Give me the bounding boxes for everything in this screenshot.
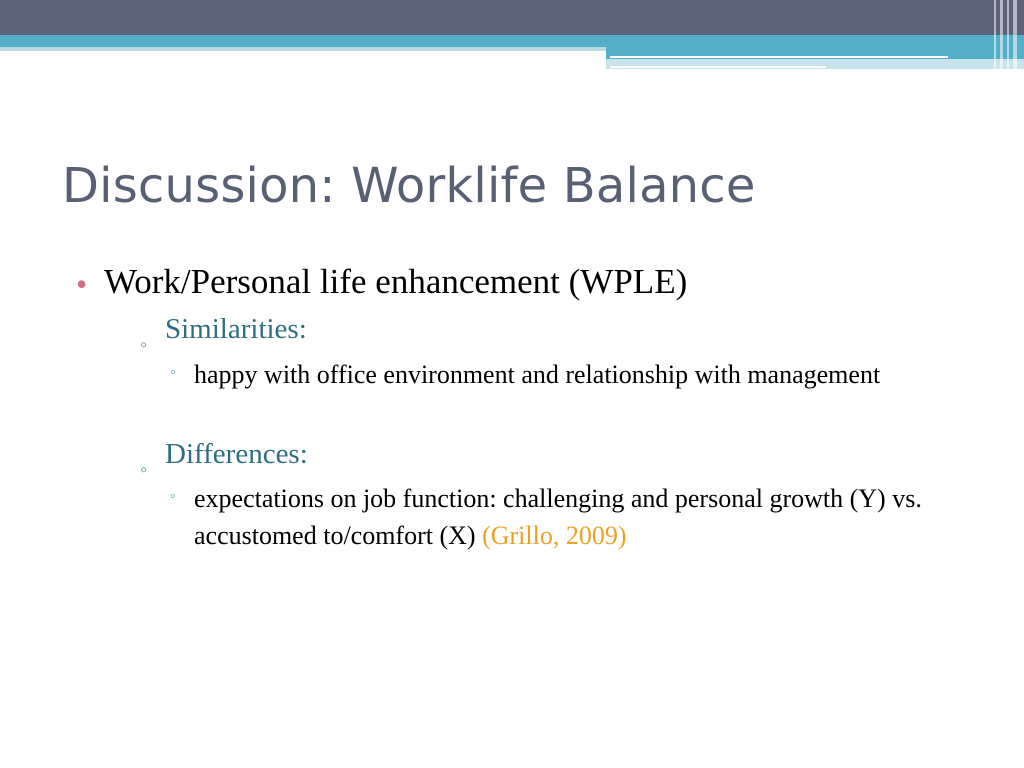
header-stripe [1000, 0, 1003, 69]
differences-detail-text: expectations on job function: challenging and personal growth (Y) vs. accustomed to/comfort (X) [194, 484, 922, 550]
bullet-dot: • [76, 266, 88, 302]
sub-sub-bullet-circle: ◦ [170, 364, 176, 381]
header-bar [0, 0, 1024, 35]
header-divider-line-short [610, 66, 826, 68]
header-stripe [1007, 0, 1009, 69]
bullet-similarities-detail: happy with office environment and relationship with management [194, 360, 881, 389]
bullet-similarities: Similarities: [165, 313, 307, 345]
bullet-differences-detail [194, 480, 964, 554]
sub-bullet-circle: ◦ [140, 459, 148, 481]
sub-bullet-circle: ◦ [140, 334, 148, 356]
header-stripe [1013, 0, 1017, 69]
bullet-level1: Work/Personal life enhancement (WPLE) [104, 262, 688, 301]
header-divider-line [610, 56, 948, 58]
sub-sub-bullet-circle: ◦ [170, 488, 176, 505]
slide-title: Discussion: Worklife Balance [62, 158, 756, 214]
bullet-differences: Differences: [165, 438, 308, 470]
header-accent-bar [0, 35, 1024, 47]
header-stripe [994, 0, 996, 69]
citation: (Grillo, 2009) [482, 521, 627, 550]
